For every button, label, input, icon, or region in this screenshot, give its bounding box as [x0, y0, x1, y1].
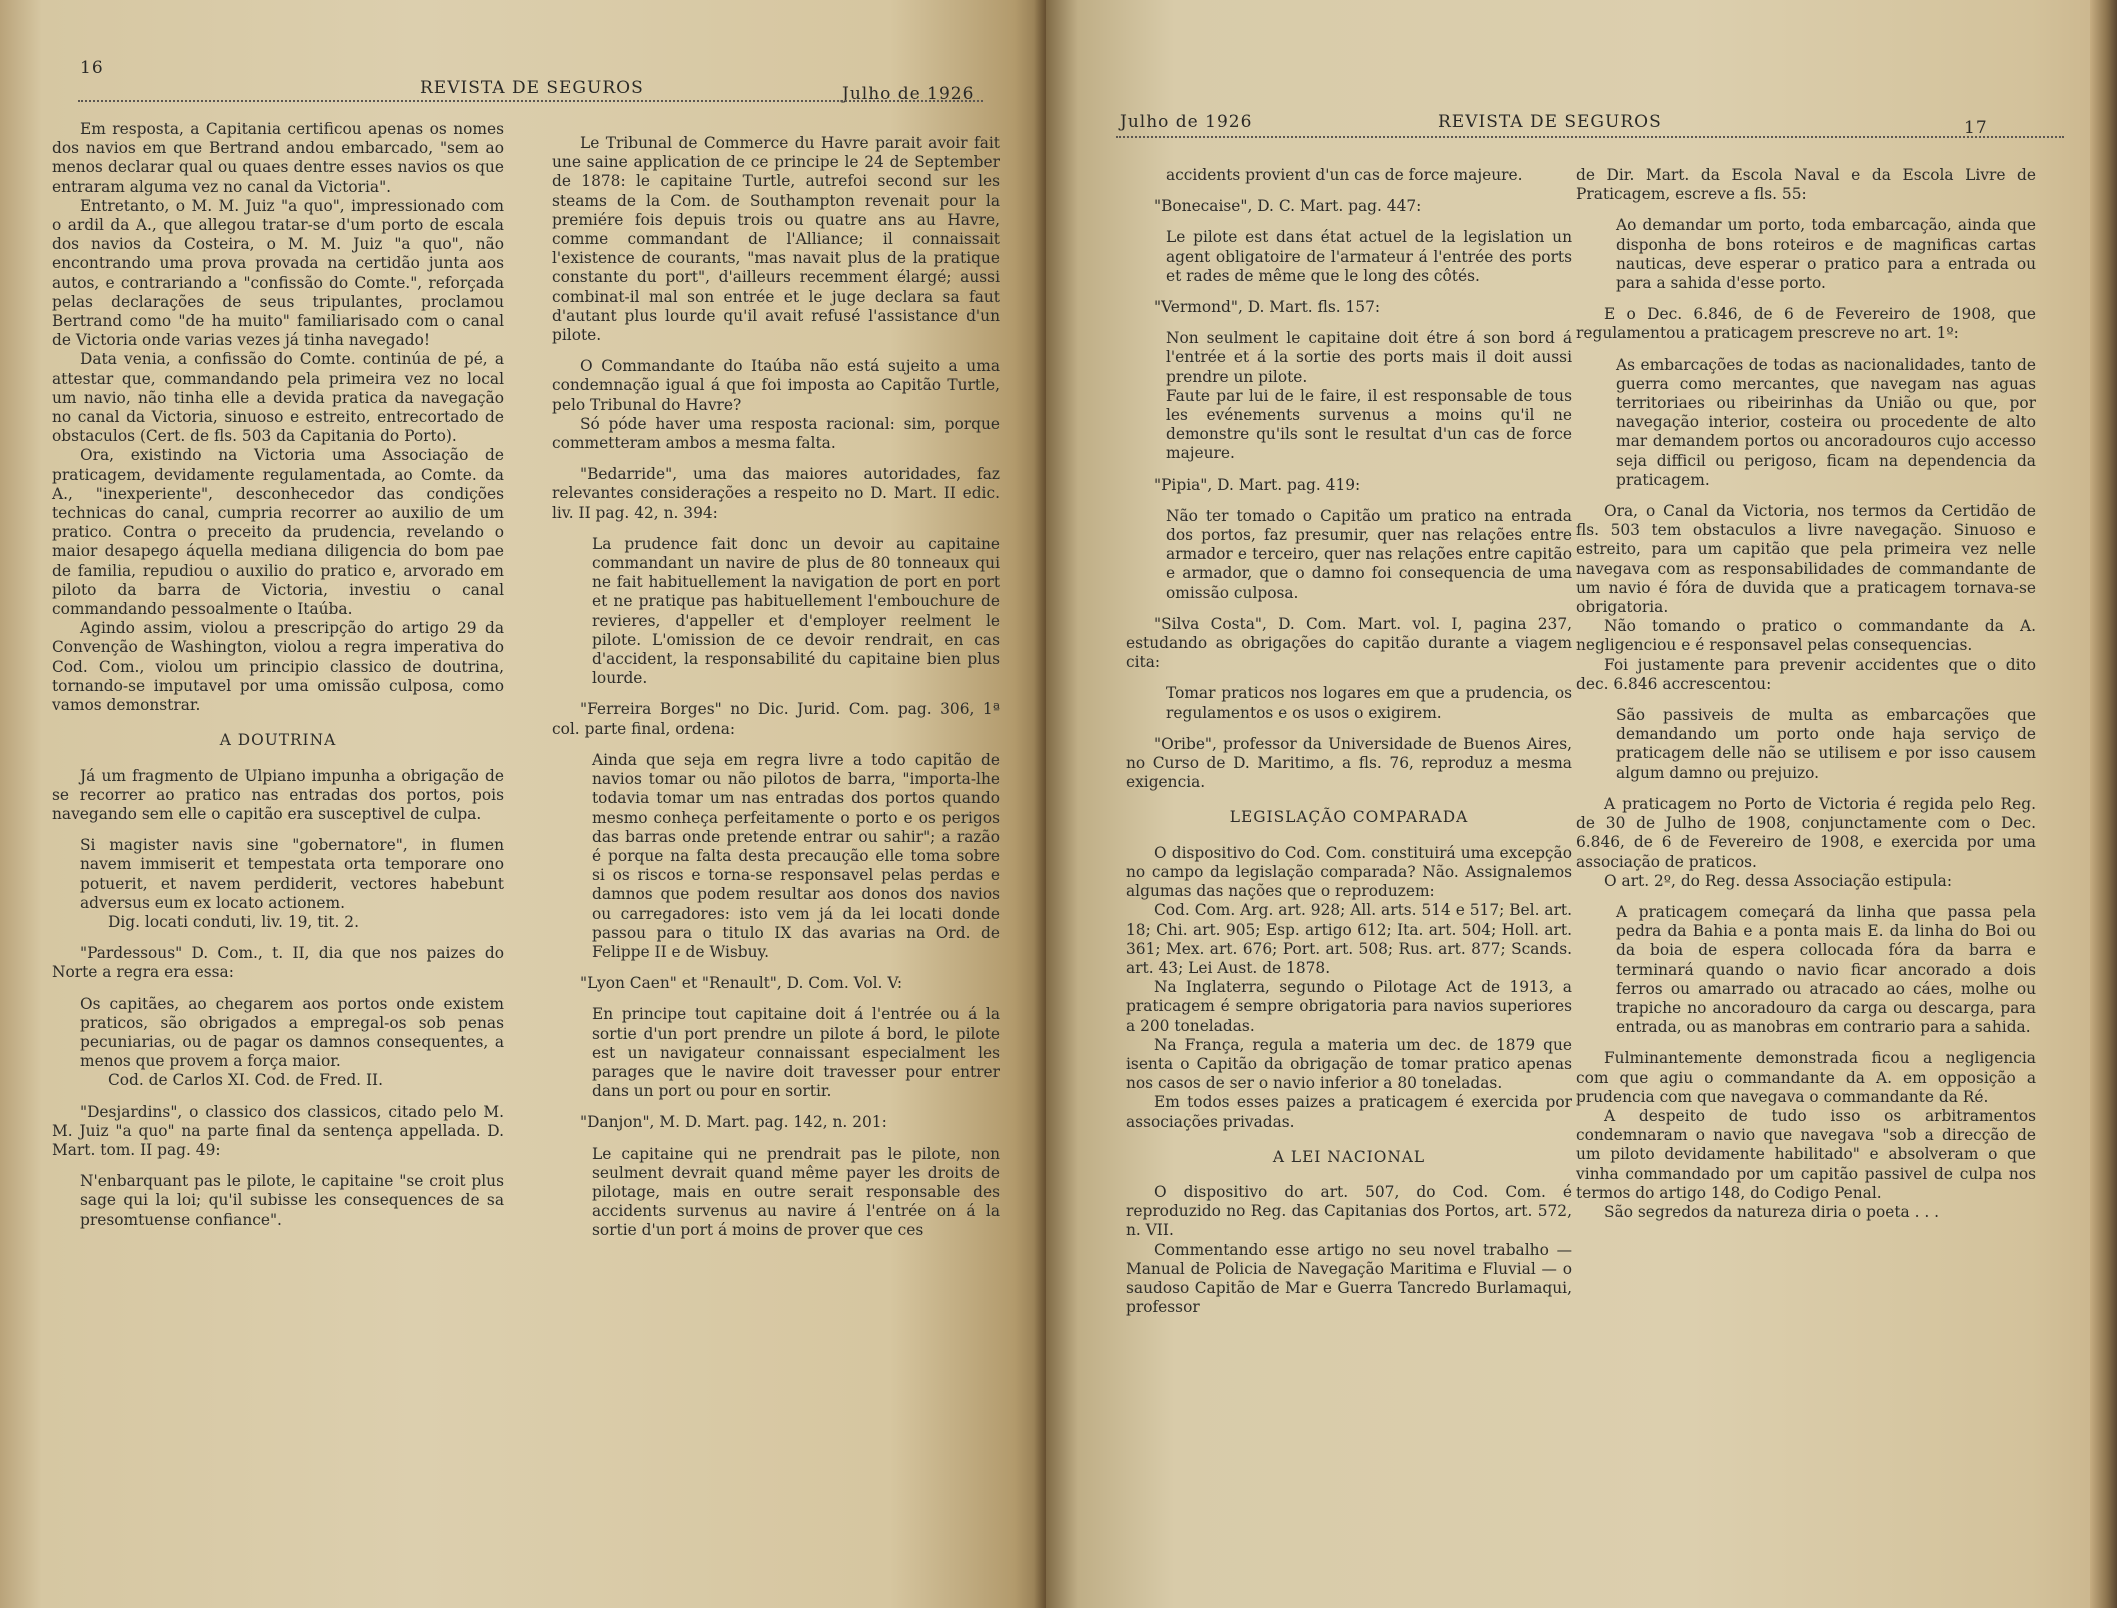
paragraph: "Bedarride", uma das maiores autoridades, faz relevantes considerações a respeito no D. Mart. II edic. liv. II pag. 42, n. 394:	[552, 465, 1000, 522]
paragraph: "Ferreira Borges" no Dic. Jurid. Com. pag. 306, 1ª col. parte final, ordena:	[552, 700, 1000, 738]
block-quote: Ainda que seja em regra livre a todo capitão de navios tomar ou não pilotos de barra, "importa-lhe todavia tomar um nas entradas dos portos quando mesmo conheça perfeitamente o porto e os perigos das barras onde pretende entrar ou sahir"; a razão é porque na falta desta precaução elle toma sobre si os riscos e torna-se responsavel pelas perdas e damnos que podem resultar aos donos dos navios ou carregadores: isto vem já da lei locati donde passou para o titulo IX das avarias na Ord. de Felippe II e de Wisbuy.	[592, 750, 1000, 961]
paragraph: "Oribe", professor da Universidade de Buenos Aires, no Curso de D. Maritimo, a fls. 76, reproduz a mesma exigencia.	[1126, 734, 1572, 792]
page-number: 17	[1964, 118, 1988, 138]
section-heading: A LEI NACIONAL	[1272, 1147, 1426, 1166]
block-quote: Si magister navis sine "gobernatore", in flumen navem immiserit et tempestata orta temporare ono potuerit, et navem perdiderit, vectores habebunt adversus eum ex locato actionem.	[80, 836, 504, 912]
block-quote: Ao demandar um porto, toda embarcação, ainda que disponha de bons roteiros e de magnificas cartas nauticas, deve esperar o pratico para a entrada ou para a sahida d'esse porto.	[1616, 216, 2036, 293]
block-quote: Non seulment le capitaine doit étre á son bord á l'entrée et á la sortie des ports mais il doit aussi prendre un pilote.	[1166, 329, 1572, 386]
block-quote: São passiveis de multa as embarcações que demandando um porto onde haja serviço de praticagem delle não se utilisem e por isso causem algum damno ou prejuizo.	[1616, 706, 2036, 782]
paragraph: Data venia, a confissão do Comte. continúa de pé, a attestar que, commandando pela primeira vez no local um navio, não tinha elle a devida pratica da navegação no canal da Victoria, sinuoso e estreito, entrecortado de obstaculos (Cert. de fls. 503 da Capitania do Porto).	[52, 350, 504, 446]
left-page	[0, 0, 1046, 1608]
block-quote: Tomar praticos nos logares em que a prudencia, os regulamentos e os usos o exigirem.	[1166, 684, 1572, 722]
block-quote: Le capitaine qui ne prendrait pas le pilote, non seulment devrait quand même payer les droits de pilotage, mais en outre serait responsable des accidents survenus au navire á l'entrée on á la sortie d'un port á moins de prover que ces	[592, 1144, 1000, 1240]
paragraph: A despeito de tudo isso os arbitramentos condemnaram o navio que navegava "sob a direcção de um piloto devidamente habilitado" e absolveram o que vinha commandado por um capitão passivel de culpa nos termos do artigo 148, do Codigo Penal.	[1576, 1106, 2036, 1202]
paragraph: Ora, existindo na Victoria uma Associação de praticagem, devidamente regulamentada, ao Comte. da A., "inexperiente", desconhecedor das condições technicas do canal, cumpria recorrer ao auxilio de um pratico. Contra o preceito da prudencia, revelando o maior desapego áquella mediana diligencia do bom pae de familia, repudiou o auxilio do pratico e, arvorado em piloto da barra de Victoria, investiu o canal commandando pessoalmente o Itaúba.	[52, 446, 504, 619]
paragraph: "Lyon Caen" et "Renault", D. Com. Vol. V:	[580, 974, 903, 993]
page-title: REVISTA DE SEGUROS	[420, 78, 644, 98]
paragraph: O art. 2º, do Reg. dessa Associação estipula:	[1604, 871, 1953, 890]
paragraph: Le Tribunal de Commerce du Havre parait avoir fait une saine application de ce principe le 24 de September de 1878: le capitaine Turtle, autrefoi second sur les steams de la Com. de Southampton revenait pour la premiére fois depuis trois ou quatre ans au Havre, comme commandant de l'Alliance; il connaissait l'existence de courants, "mas navait plus de la pratique constante du port", d'ailleurs recemment élargé; aussi combinat-il mal son entrée et le juge declara sa faut d'autant plus lourde qu'il avait refusé l'assistance d'un pilote.	[552, 134, 1000, 345]
paragraph: O dispositivo do Cod. Com. constituirá uma excepção no campo da legislação comparada? Não. Assignalemos algumas das nações que o reproduzem:	[1126, 843, 1572, 901]
right-column-2	[1576, 166, 2036, 1222]
right-column-1	[1126, 166, 1572, 1317]
header-rule	[78, 100, 983, 102]
paragraph: O Commandante do Itaúba não está sujeito a uma condemnação igual á que foi imposta ao Capitão Turtle, pelo Tribunal do Havre?	[552, 357, 1000, 414]
block-quote: accidents provient d'un cas de force majeure.	[1166, 166, 1523, 184]
page-number: 16	[80, 58, 104, 78]
section-heading: LEGISLAÇÃO COMPARADA	[1229, 808, 1469, 827]
paragraph: "Desjardins", o classico dos classicos, citado pelo M. M. Juiz "a quo" na parte final da sentença appellada. D. Mart. tom. II pag. 49:	[52, 1102, 504, 1159]
paragraph: Cod. Com. Arg. art. 928; All. arts. 514 e 517; Bel. art. 18; Chi. art. 905; Esp. artigo 612; Ita. art. 504; Holl. art. 361; Mex. art. 676; Port. art. 508; Rus. art. 877; Scands. art. 43; Lei Aust. de 1878.	[1126, 901, 1572, 977]
paragraph: A praticagem no Porto de Victoria é regida pelo Reg. de 30 de Julho de 1908, conjunctamente com o Dec. 6.846, de 6 de Fevereiro de 1908, e exercida por uma associação de praticos.	[1576, 794, 2036, 871]
paragraph: Só póde haver uma resposta racional: sim, porque commetteram ambos a mesma falta.	[552, 414, 1000, 453]
paragraph: Na França, regula a materia um dec. de 1879 que isenta o Capitão da obrigação de tomar pratico apenas nos casos de ser o navio inferior a 80 toneladas.	[1126, 1035, 1572, 1093]
paragraph: "Pipia", D. Mart. pag. 419:	[1154, 475, 1361, 494]
block-quote: La prudence fait donc un devoir au capitaine commandant un navire de plus de 80 tonneaux qui ne fait habituellement la navigation de port en port et ne pratique pas habituellement l'embouchure de revieres, d'appeller et d'employer reelment le pilote. L'omission de ce devoir rendrait, en cas d'accident, la responsabilité du capitaine bien plus lourde.	[592, 534, 1000, 688]
paragraph: Na Inglaterra, segundo o Pilotage Act de 1913, a praticagem é sempre obrigatoria para navios superiores a 200 toneladas.	[1126, 978, 1572, 1035]
block-quote: Le pilote est dans état actuel de la legislation un agent obligatoire de l'armateur á l'entrée des ports et rades de même que le long des côtés.	[1166, 228, 1572, 285]
block-quote: A praticagem começará da linha que passa pela pedra da Bahia e a ponta mais E. da linha do Boi ou da boia de espera collocada fóra da barra e terminará quando o navio ficar ancorado a dois ferros ou amarrado ou atracado ao cáes, molhe ou trapiche no ancoradouro da carga ou descarga, para entrada, ou as manobras em contrario para a sahida.	[1616, 902, 2036, 1037]
block-quote: As embarcações de todas as nacionalidades, tanto de guerra como mercantes, que navegam nas aguas territoriaes ou ribeirinhas da União ou que, por navegação interior, costeira ou procedente de alto mar demandem portos ou ancoradouros cujo accesso seja difficil ou perigoso, ficam na dependencia da praticagem.	[1616, 355, 2036, 489]
left-column-2	[552, 134, 1000, 1253]
page-date: Julho de 1926	[842, 84, 975, 104]
block-quote: En principe tout capitaine doit á l'entrée ou á la sortie d'un port prendre un pilote á bord, le pilote est un navigateur connaissant especialment les parages que le navire doit travesser pour entrer dans un port ou pour en sortir.	[592, 1005, 1000, 1101]
block-quote: Não ter tomado o Capitão um pratico na entrada dos portos, faz presumir, quer nas relações entre armador e terceiro, quer nas relações entre capitão e armador, que o damno foi consequencia de uma omissão culposa.	[1166, 506, 1572, 602]
paragraph: E o Dec. 6.846, de 6 de Fevereiro de 1908, que regulamentou a praticagem prescreve no art. 1º:	[1576, 305, 2036, 343]
left-column-1	[52, 120, 504, 1242]
paragraph: "Bonecaise", D. C. Mart. pag. 447:	[1154, 197, 1422, 216]
section-heading: A DOUTRINA	[219, 731, 337, 750]
block-quote: Faute par lui de le faire, il est responsable de tous les evénements survenus a moins qu'il ne demonstre qu'ils sont le resultat d'un cas de force majeure.	[1166, 386, 1572, 463]
block-quote: Os capitães, ao chegarem aos portos onde existem praticos, são obrigados a empregal-os sob penas pecuniarias, ou de pagar os damnos consequentes, a menos que provem a força maior.	[80, 994, 504, 1071]
paragraph: de Dir. Mart. da Escola Naval e da Escola Livre de Praticagem, escreve a fls. 55:	[1576, 166, 2036, 204]
paragraph: Commentando esse artigo no seu novel trabalho — Manual de Policia de Navegação Maritima e Fluvial — o saudoso Capitão de Mar e Guerra Tancredo Burlamaqui, professor	[1126, 1240, 1572, 1317]
paragraph: Já um fragmento de Ulpiano impunha a obrigação de se recorrer ao pratico nas entradas dos portos, pois navegando sem elle o capitão era susceptivel de culpa.	[52, 766, 504, 823]
paragraph: São segredos da natureza diria o poeta . . .	[1604, 1202, 1940, 1221]
block-quote: N'enbarquant pas le pilote, le capitaine "se croit plus sage qui la loi; qu'il subisse les consequences de sa presomtuense confiance".	[80, 1172, 504, 1229]
right-page	[1046, 0, 2117, 1608]
citation: Dig. locati conduti, liv. 19, tit. 2.	[108, 912, 359, 931]
header-rule	[1116, 136, 2064, 138]
page-date: Julho de 1926	[1120, 112, 1253, 132]
paragraph: "Danjon", M. D. Mart. pag. 142, n. 201:	[580, 1113, 887, 1132]
paragraph: "Silva Costa", D. Com. Mart. vol. I, pagina 237, estudando as obrigações do capitão durante a viagem cita:	[1126, 614, 1572, 672]
page-edge	[2090, 0, 2117, 1608]
paragraph: "Vermond", D. Mart. fls. 157:	[1154, 298, 1381, 317]
paragraph: Em resposta, a Capitania certificou apenas os nomes dos navios em que Bertrand andou embarcado, "sem ao menos declarar qual ou quaes dentre esses navios os que entraram alguma vez no canal da Victoria".	[52, 120, 504, 196]
paragraph: O dispositivo do art. 507, do Cod. Com. é reproduzido no Reg. das Capitanias dos Portos, art. 572, n. VII.	[1126, 1182, 1572, 1240]
paragraph: Ora, o Canal da Victoria, nos termos da Certidão de fls. 503 tem obstaculos a livre navegação. Sinuoso e estreito, para um capitão que pela primeira vez nelle navegava com as responsabilidades de commandante de um navio é fóra de duvida que a praticagem tornava-se obrigatoria.	[1576, 502, 2036, 617]
citation: Cod. de Carlos XI. Cod. de Fred. II.	[108, 1071, 384, 1090]
paragraph: Em todos esses paizes a praticagem é exercida por associações privadas.	[1126, 1093, 1572, 1131]
paragraph: Foi justamente para prevenir accidentes que o dito dec. 6.846 accrescentou:	[1576, 655, 2036, 693]
paragraph: Fulminantemente demonstrada ficou a negligencia com que agiu o commandante da A. em opposição a prudencia com que navegava o commandante da Ré.	[1576, 1049, 2036, 1106]
paragraph: Entretanto, o M. M. Juiz "a quo", impressionado com o ardil da A., que allegou tratar-se d'um porto de escala dos navios da Costeira, o M. M. Juiz "a quo", não encontrando uma prova provada na certidão junta aos autos, e contrariando a "confissão do Comte.", reforçada pelas declarações de seus tripulantes, proclamou Bertrand como "de ha muito" familiarisado com o canal de Victoria onde varias vezes já tinha navegado!	[52, 196, 504, 350]
paragraph: Agindo assim, violou a prescripção do artigo 29 da Convenção de Washington, violou a regra imperativa do Cod. Com., violou um principio classico de doutrina, tornando-se imputavel por uma omissão culposa, como vamos demonstrar.	[52, 619, 504, 715]
paragraph: "Pardessous" D. Com., t. II, dia que nos paizes do Norte a regra era essa:	[52, 944, 504, 982]
page-title: REVISTA DE SEGUROS	[1438, 112, 1662, 132]
paragraph: Não tomando o pratico o commandante da A. negligenciou e é responsavel pelas consequencias.	[1576, 617, 2036, 655]
